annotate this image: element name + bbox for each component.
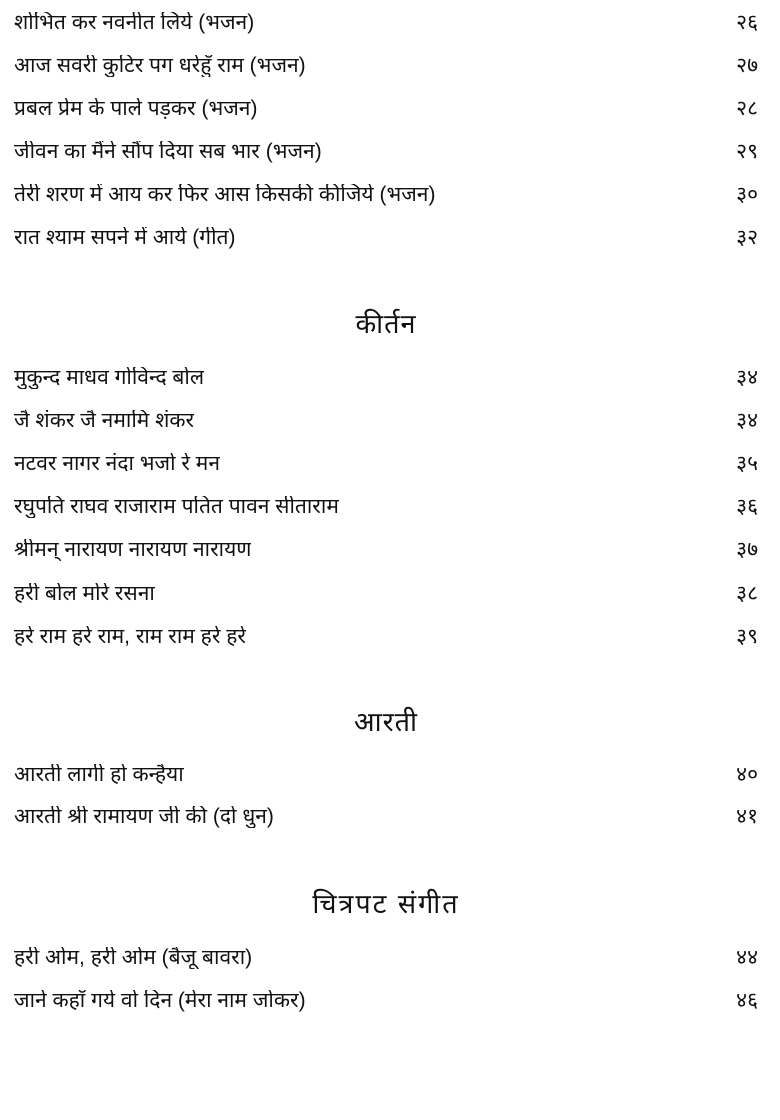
toc-entry-title: हरे राम हरे राम, राम राम हरे हरे — [14, 625, 246, 648]
toc-entry[interactable] — [14, 947, 758, 969]
toc-entry-title: प्रबल प्रेम के पाले पड़कर (भजन) — [14, 98, 258, 121]
toc-entry-title: आरती श्री रामायण जी की (दो धुन) — [14, 805, 274, 828]
toc-section-bhajan-continued — [14, 12, 758, 249]
section-heading-aarti: आरती — [353, 706, 419, 737]
toc-entry-title: तेरी शरण में आय कर फिर आस किसकी कीजिये (भजन) — [14, 184, 436, 207]
toc-entry[interactable] — [14, 184, 758, 206]
toc-entry-page: ४१ — [736, 804, 758, 828]
toc-page — [0, 12, 780, 1120]
toc-entry[interactable] — [14, 98, 758, 120]
toc-entry-page: ३६ — [736, 495, 758, 519]
toc-entry[interactable] — [14, 12, 758, 34]
toc-entry-page: ३४ — [736, 366, 758, 390]
toc-entry[interactable] — [14, 764, 758, 786]
toc-section-aarti — [14, 764, 758, 828]
toc-entry[interactable] — [14, 806, 758, 828]
toc-entry-page: ३७ — [736, 538, 758, 562]
toc-entry-title: रघुपति राघव राजाराम पतित पावन सीताराम — [14, 496, 339, 519]
toc-entry-title: जीवन का मैंने सौंप दिया सब भार (भजन) — [14, 141, 322, 164]
toc-entry-title: जाने कहाँ गये वो दिन (मेरा नाम जोकर) — [14, 989, 306, 1012]
toc-entry-page: ४६ — [736, 988, 758, 1012]
section-heading-kirtan: कीर्तन — [355, 309, 417, 340]
toc-entry-title: आज सवरी कुटिर पग धरेहुँ राम (भजन) — [14, 55, 306, 78]
toc-entry[interactable] — [14, 141, 758, 163]
toc-section-chitrapat-sangeet — [14, 947, 758, 1012]
toc-entry-page: ३५ — [736, 452, 758, 476]
toc-entry-title: श्रीमन् नारायण नारायण नारायण — [14, 539, 252, 562]
toc-entry-page: ३० — [736, 183, 758, 207]
toc-entry-page: ३८ — [736, 581, 758, 605]
toc-entry[interactable] — [14, 496, 758, 518]
toc-entry-title: रात श्याम सपने में आये (गीत) — [14, 227, 236, 250]
toc-entry-page: ३९ — [736, 624, 758, 648]
toc-entry-title: हरी ओम, हरी ओम (बैजू बावरा) — [14, 946, 253, 969]
toc-entry-title: नटवर नागर नंदा भजो रे मन — [14, 453, 221, 476]
toc-entry-page: ३४ — [736, 409, 758, 433]
toc-entry-title: जै शंकर जै नमामि शंकर — [14, 410, 195, 433]
toc-entry-page: ४४ — [736, 945, 758, 969]
toc-entry-page: २८ — [736, 97, 758, 121]
toc-section-kirtan — [14, 367, 758, 647]
toc-entry-page: २९ — [736, 140, 758, 164]
toc-entry-page: ३२ — [736, 226, 758, 250]
section-heading-chitrapat-sangeet: चित्रपट संगीत — [312, 888, 460, 919]
toc-entry-page: ४० — [736, 762, 758, 786]
toc-entry[interactable] — [14, 453, 758, 475]
toc-entry[interactable] — [14, 367, 758, 389]
toc-entry[interactable] — [14, 626, 758, 648]
toc-entry[interactable] — [14, 583, 758, 605]
toc-entry-title: आरती लागी हो कन्हैया — [14, 763, 184, 786]
toc-entry[interactable] — [14, 410, 758, 432]
toc-entry[interactable] — [14, 55, 758, 77]
toc-entry[interactable] — [14, 227, 758, 249]
toc-entry-page: २६ — [736, 11, 758, 34]
toc-entry[interactable] — [14, 990, 758, 1012]
toc-entry-title: शोभित कर नवनीत लिये (भजन) — [14, 12, 255, 34]
toc-entry-title: हरी बोल मोरे रसना — [14, 582, 155, 605]
toc-entry-title: मुकुन्द माधव गोविन्द बोल — [14, 367, 205, 390]
toc-entry[interactable] — [14, 539, 758, 561]
toc-entry-page: २७ — [736, 54, 758, 78]
